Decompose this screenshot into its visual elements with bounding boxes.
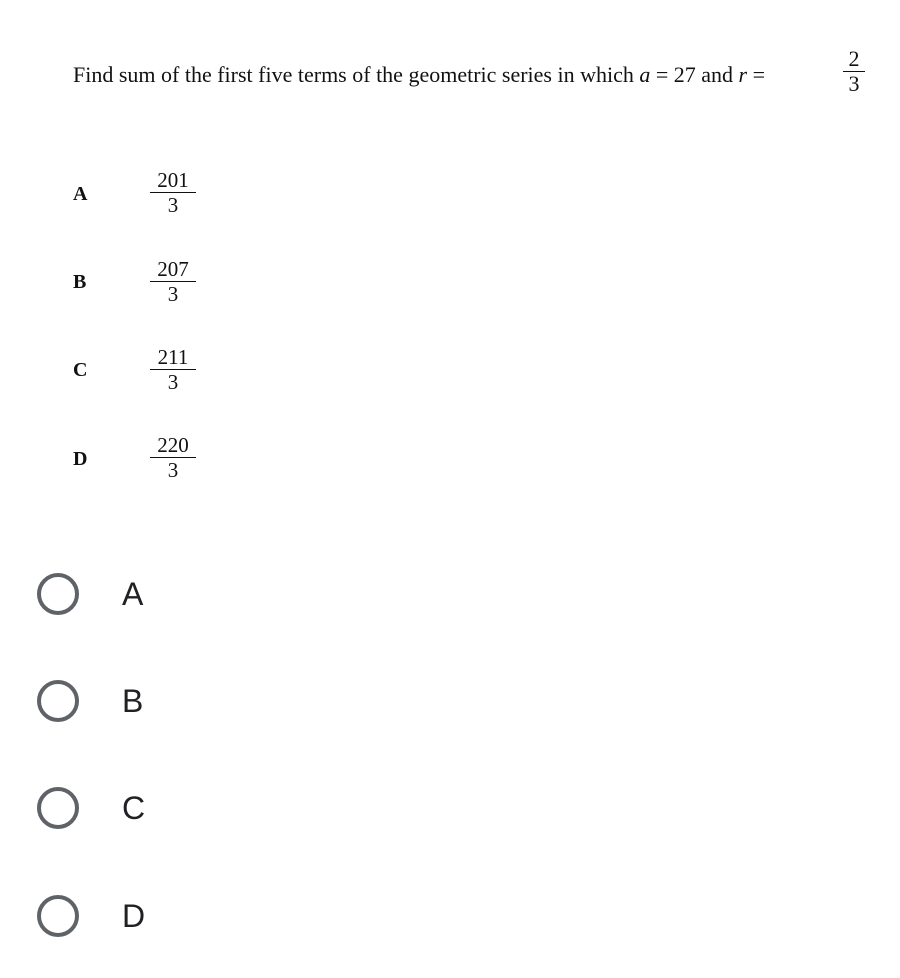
variable-a: a bbox=[639, 62, 651, 87]
option-fraction-a bbox=[150, 168, 196, 217]
option-d-numerator: 220 bbox=[157, 433, 189, 457]
radio-button-icon[interactable] bbox=[37, 895, 79, 937]
option-c-denominator: 3 bbox=[167, 370, 179, 395]
option-b-denominator: 3 bbox=[167, 282, 179, 307]
option-letter-c: C bbox=[73, 359, 88, 381]
option-letter-b: B bbox=[73, 271, 87, 293]
option-c-numerator: 211 bbox=[157, 345, 189, 369]
option-fraction-b bbox=[150, 257, 196, 306]
variable-r: r bbox=[738, 62, 748, 87]
option-letter-a: A bbox=[73, 183, 88, 205]
radio-label-b: B bbox=[122, 682, 144, 719]
radio-option-d[interactable] bbox=[37, 888, 145, 944]
radio-button-icon[interactable] bbox=[37, 573, 79, 615]
a-equation: = 27 and bbox=[650, 62, 739, 87]
radio-option-c[interactable] bbox=[37, 780, 145, 836]
option-fraction-c bbox=[150, 345, 196, 394]
radio-option-b[interactable] bbox=[37, 673, 143, 729]
radio-button-icon[interactable] bbox=[37, 680, 79, 722]
r-numerator: 2 bbox=[848, 46, 860, 71]
question-text bbox=[73, 62, 765, 88]
option-letter-d: D bbox=[73, 448, 88, 470]
option-a-numerator: 201 bbox=[157, 168, 189, 192]
radio-label-d: D bbox=[122, 897, 146, 934]
radio-option-a[interactable] bbox=[37, 566, 143, 622]
r-fraction bbox=[843, 47, 865, 96]
radio-button-icon[interactable] bbox=[37, 787, 79, 829]
r-denominator: 3 bbox=[848, 71, 860, 97]
option-b-numerator: 207 bbox=[157, 257, 189, 281]
radio-label-a: A bbox=[122, 575, 144, 612]
option-a-denominator: 3 bbox=[167, 193, 179, 218]
r-equation: = bbox=[747, 62, 766, 87]
radio-label-c: C bbox=[122, 789, 146, 826]
question-prefix: Find sum of the first five terms of the geometric series in which bbox=[73, 62, 640, 87]
option-d-denominator: 3 bbox=[167, 458, 179, 483]
option-fraction-d bbox=[150, 433, 196, 482]
